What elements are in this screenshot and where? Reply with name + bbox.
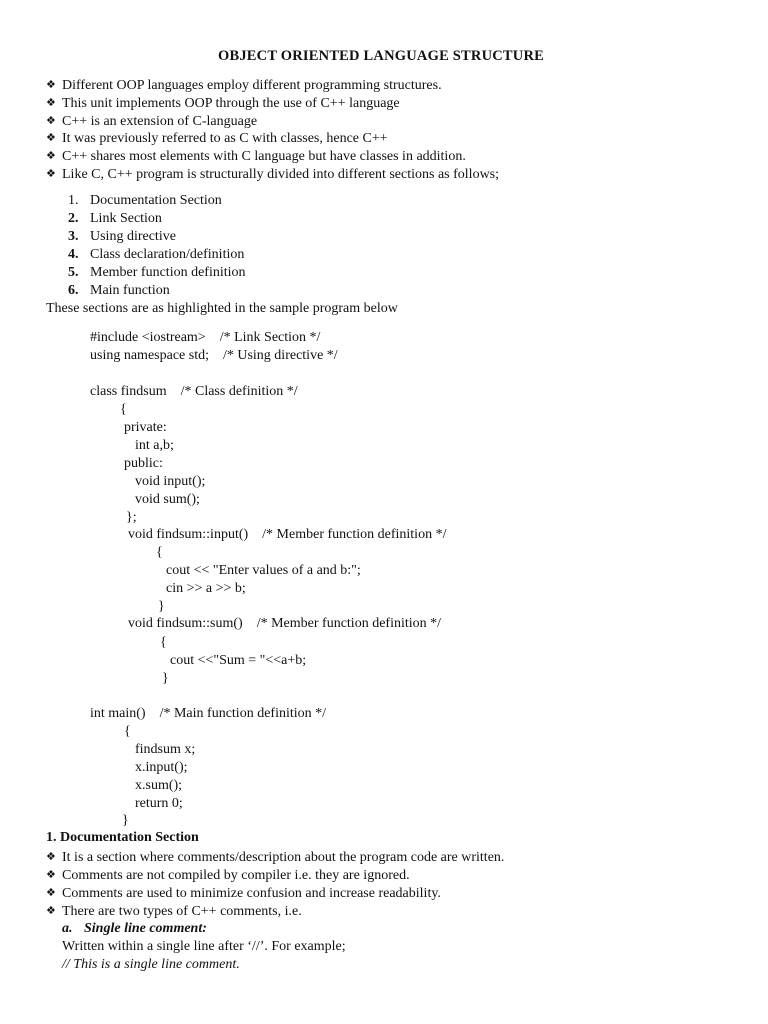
code-line: public: <box>124 456 163 471</box>
code-line: { <box>124 724 131 739</box>
diamond-bullet-icon: ❖ <box>46 78 56 91</box>
comment-example: // This is a single line comment. <box>62 957 240 972</box>
list-item <box>68 282 170 300</box>
diamond-bullet-icon: ❖ <box>46 886 56 899</box>
intro-bullet <box>46 147 466 166</box>
doc-bullet <box>46 884 441 903</box>
list-number: 5. <box>68 265 79 280</box>
code-line: cout << "Enter values of a and b:"; <box>166 563 361 578</box>
list-label: Class declaration/definition <box>90 247 245 262</box>
doc-bullet-text: Comments are not compiled by compiler i.e. they are ignored. <box>62 868 410 883</box>
list-label: Main function <box>90 283 170 298</box>
code-line: findsum x; <box>135 742 196 757</box>
code-line: } <box>158 599 165 614</box>
list-label: Documentation Section <box>90 193 222 208</box>
code-line: }; <box>126 510 137 525</box>
code-line: int a,b; <box>135 438 174 453</box>
page-title: OBJECT ORIENTED LANGUAGE STRUCTURE <box>218 48 544 64</box>
code-line: using namespace std; /* Using directive */ <box>90 348 338 363</box>
code-line: } <box>162 671 169 686</box>
list-label: Using directive <box>90 229 176 244</box>
intro-bullet-text: This unit implements OOP through the use of C++ language <box>62 96 400 111</box>
list-item <box>68 264 246 282</box>
list-number: 3. <box>68 229 79 244</box>
code-line: return 0; <box>135 796 183 811</box>
diamond-bullet-icon: ❖ <box>46 167 56 180</box>
sub-heading <box>62 920 207 938</box>
section-heading: 1. Documentation Section <box>46 830 199 845</box>
diamond-bullet-icon: ❖ <box>46 114 56 127</box>
code-line: x.sum(); <box>135 778 183 793</box>
code-line: } <box>122 813 129 828</box>
intro-bullet <box>46 129 388 148</box>
list-item <box>68 210 162 228</box>
code-line: void findsum::input() /* Member function definition */ <box>128 527 447 542</box>
doc-bullet-text: It is a section where comments/description about the program code are written. <box>62 850 505 865</box>
doc-bullet <box>46 866 410 885</box>
list-label: Member function definition <box>90 265 246 280</box>
code-line: { <box>160 635 167 650</box>
intro-bullet-text: It was previously referred to as C with classes, hence C++ <box>62 131 388 146</box>
code-line: void sum(); <box>135 492 200 507</box>
sub-heading-letter: a. <box>62 921 73 936</box>
list-number: 6. <box>68 283 79 298</box>
list-item <box>68 246 244 264</box>
diamond-bullet-icon: ❖ <box>46 131 56 144</box>
list-label: Link Section <box>90 211 162 226</box>
diamond-bullet-icon: ❖ <box>46 850 56 863</box>
code-line: x.input(); <box>135 760 188 775</box>
sample-intro-text: These sections are as highlighted in the sample program below <box>46 301 398 316</box>
doc-bullet <box>46 902 302 921</box>
intro-bullet <box>46 165 499 184</box>
list-item <box>68 192 222 210</box>
diamond-bullet-icon: ❖ <box>46 149 56 162</box>
intro-bullet-text: C++ shares most elements with C language but have classes in addition. <box>62 149 466 164</box>
intro-bullet-text: Different OOP languages employ different programming structures. <box>62 78 442 93</box>
intro-bullet-text: C++ is an extension of C-language <box>62 114 258 129</box>
doc-bullet <box>46 848 504 867</box>
intro-bullet-text: Like C, C++ program is structurally divided into different sections as follows; <box>62 167 500 182</box>
list-number: 2. <box>68 211 79 226</box>
code-line: cout <<"Sum = "<<a+b; <box>170 653 307 668</box>
doc-bullet-text: Comments are used to minimize confusion and increase readability. <box>62 886 441 901</box>
list-item <box>68 228 176 246</box>
list-number: 1. <box>68 193 79 208</box>
doc-bullet-text: There are two types of C++ comments, i.e. <box>62 904 302 919</box>
code-line: int main() /* Main function definition */ <box>90 706 327 721</box>
list-number: 4. <box>68 247 79 262</box>
sub-heading-text: Single line comment: <box>84 921 207 936</box>
sub-text: Written within a single line after ‘//’. For example; <box>62 939 346 954</box>
code-line: #include <iostream> /* Link Section */ <box>90 330 321 345</box>
code-line: class findsum /* Class definition */ <box>90 384 298 399</box>
code-line: cin >> a >> b; <box>166 581 246 596</box>
code-line: { <box>120 402 127 417</box>
diamond-bullet-icon: ❖ <box>46 904 56 917</box>
intro-bullet <box>46 76 442 95</box>
code-line: { <box>156 545 163 560</box>
code-line: void findsum::sum() /* Member function definition */ <box>128 616 442 631</box>
code-line: void input(); <box>135 474 206 489</box>
diamond-bullet-icon: ❖ <box>46 868 56 881</box>
code-line: private: <box>124 420 167 435</box>
intro-bullet <box>46 94 400 113</box>
diamond-bullet-icon: ❖ <box>46 96 56 109</box>
